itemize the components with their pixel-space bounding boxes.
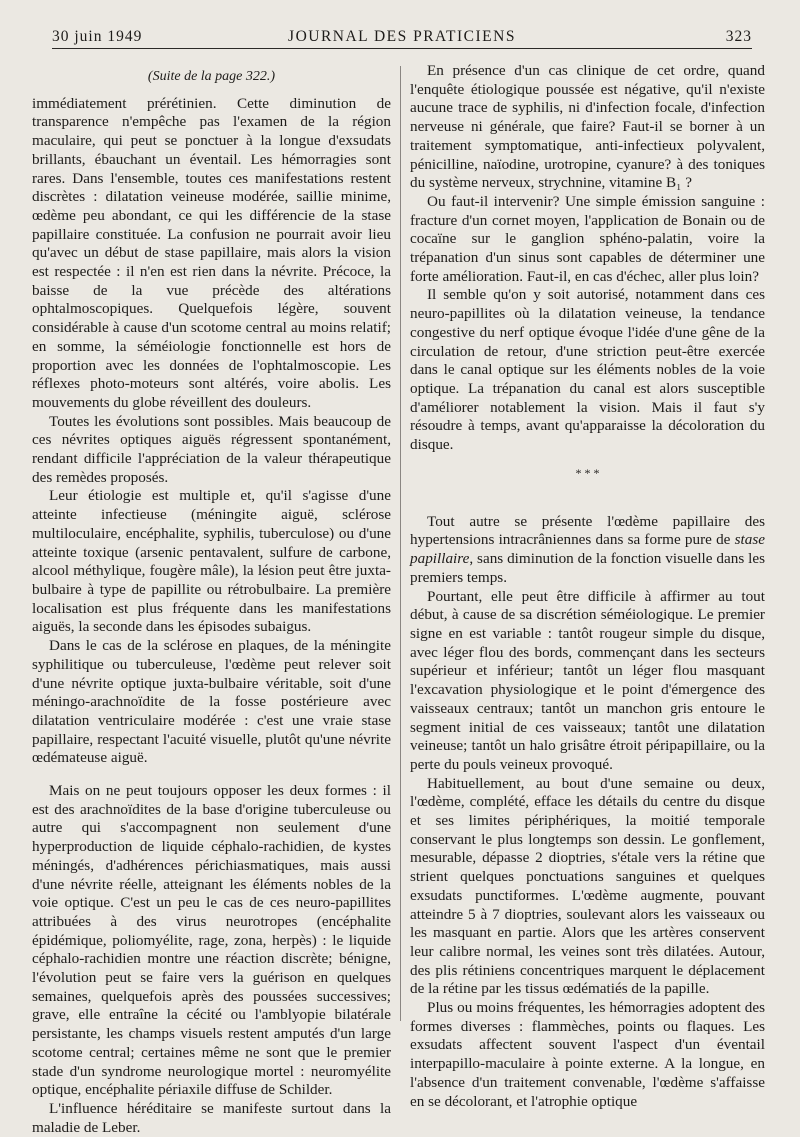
section-separator-asterisks: * * *	[575, 465, 600, 480]
paragraph	[410, 513, 765, 588]
header-page-number: 323	[725, 28, 752, 45]
paragraph: En présence d'un cas clinique de cet ordre, quand l'enquête étiologique poussée est négative, qu'il n'existe aucune trace de syphilis, ni d'infection focale, d'infection nerveuse ni générale, que faire? Faut-il se borner à un traitement symptomatique, anti-infectieux polyvalent, pénicilline, naïodine, urotropine, cyanure? à des toniques du système nerveux, strychnine, vitamine B₁ ?	[410, 62, 765, 192]
paragraph: immédiatement prérétinien. Cette diminution de transparence n'empêche pas l'examen de la région maculaire, qui peut se ponctuer à la longue d'exsudats brillants, ébauchant un éventail. Les hémorragies sont rares. Dans l'ensemble, toutes ces manifestations restent discrètes : dilatation veineuse modérée, saillie minime, œdème peu abondant, ce qui les différencie de la stase papillaire constituée. La confusion ne pourrait avoir lieu qu'avec un début de stase papillaire, mais alors la vision est respectée : il n'en est rien dans la névrite. Précoce, la baisse de la vue précède des altérations ophtalmoscopiques. Quelquefois légère, souvent considérable à cause d'un scotome central au moins relatif; en somme, la séméiologie fonctionnelle est hors de proportion avec les données de l'ophtalmoscopie. Les réflexes photo-moteurs sont altérés, voire abolis. Les mouvements du globe réveillent des douleurs.	[32, 94, 391, 411]
header-date: 30 juin 1949	[52, 28, 143, 45]
header-journal-title: JOURNAL DES PRATICIENS	[288, 28, 516, 45]
column-divider	[400, 66, 401, 1021]
paragraph: Leur étiologie est multiple et, qu'il s'agisse d'une atteinte infectieuse (méningite aiguë, sclérose multiloculaire, encéphalite, syphilis, tuberculose) ou d'une atteinte toxique (arsenic pentavalent, sulfure de carbone, alcool méthylique, fougère mâle), la lésion peut être juxta-bulbaire à type de papillite ou rétrobulbaire. La première localisation est plus fréquente dans les manifestations aiguës, la seconde dans les épisodes subaigus.	[32, 487, 391, 636]
paragraph: Toutes les évolutions sont possibles. Mais beaucoup de ces névrites optiques aiguës régressent spontanément, rendant difficile l'appréciation de la valeur thérapeutique des remèdes proposés.	[32, 412, 391, 486]
paragraph: Dans le cas de la sclérose en plaques, de la méningite syphilitique ou tuberculeuse, l'œdème peut relever soit d'une névrite optique juxta-bulbaire véritable, soit d'une méningo-arachnoïdite de la fosse postérieure avec dilatation ventriculaire modérée : c'est une vraie stase papillaire, respectant l'acuité visuelle, plutôt qu'une névrite œdémateuse aiguë.	[32, 637, 391, 767]
continuation-note: (Suite de la page 322.)	[147, 69, 276, 84]
right-column	[410, 62, 765, 1111]
paragraph: Mais on ne peut toujours opposer les deux formes : il est des arachnoïdites de la base d'origine tuberculeuse ou autre qui s'accompagnent non seulement d'une hyperproduction de liquide céphalo-rachidien, de kystes méningés, d'adhérences périchiasmatiques, mais aussi d'une névrite réelle, atteignant les éléments nobles de la voie optique. C'est un peu le cas de ces neuro-papillites attribuées à des virus neurotropes (encéphalite épidémique, poliomyélite, rage, zona, herpès) : le liquide céphalo-rachidien montre une réaction discrète; bénigne, l'évolution peut se faire vers la guérison en quelques semaines, quelquefois après des poussées successives; grave, elle entraîne la cécité ou l'amblyopie bilatérale persistante, les champs visuels restent amputés d'un large scotome central; certaines même ne sont que le premier stade d'un syndrome neurologique mortel : neuromyélite optique, encéphalite périaxile diffuse de Schilder.	[32, 782, 391, 1099]
paragraph: Pourtant, elle peut être difficile à affirmer au tout début, à cause de sa discrétion séméiologique. Le premier signe en est variable : tantôt rougeur simple du disque, avec léger flou des bords, commençant dans les secteurs supérieur et inférieur; tantôt un léger flou masquant l'excavation physiologique et le point d'émergence des vaisseaux centraux; tantôt un manchon gris entoure le segment initial de ces vaisseaux; tantôt une dilatation veineuse; tantôt un halo grisâtre étroit péripapillaire, ou la perte du pouls veineux provoqué.	[410, 587, 765, 773]
paragraph: Plus ou moins fréquentes, les hémorragies adoptent des formes diverses : flammèches, points ou flaques. Les exsudats affectent souvent l'aspect d'un éventail interpapillo-maculaire à pointe externe. A la longue, en l'absence d'un traitement convenable, l'œdème s'affaisse en se décolorant, et l'atrophie optique	[410, 999, 765, 1110]
paragraph: Ou faut-il intervenir? Une simple émission sanguine : fracture d'un cornet moyen, l'application de Bonain ou de cocaïne sur le ganglion sphéno-palatin, voire la trépanation d'un sinus sont capables de déterminer une forte amélioration. Faut-il, en cas d'échec, aller plus loin?	[410, 192, 765, 285]
emphasis-term: stase papillaire	[410, 531, 765, 568]
text-run: , sans diminution de la fonction visuelle dans les premiers temps.	[410, 550, 765, 586]
paragraph: Habituellement, au bout d'une semaine ou deux, l'œdème, complété, efface les détails du centre du disque et ses limites périphériques, la moitié temporale conservant le plus longtemps son dessin. Le gonflement, mesurable, dépasse 2 dioptries, s'étale vers la rétine que strient quelques ponctuations sanguines et quelques exsudats punctiformes. L'œdème augmente, pouvant atteindre 5 à 7 dioptries, soulevant alors les vaisseaux ou les masquant en partie. Alors que les artères conservent leur calibre normal, les veines sont très dilatées. Autour, des plis rétiniens concentriques marquent le déplacement de la rétine par les tissus œdématiés de la papille.	[410, 774, 765, 998]
text-run: Tout autre se présente l'œdème papillaire des hypertensions intracrâniennes dans sa forme pure de	[410, 512, 765, 549]
left-column	[32, 62, 391, 1137]
paragraph: L'influence héréditaire se manifeste surtout dans la maladie de Leber.	[32, 1099, 391, 1136]
running-header	[52, 26, 752, 49]
paragraph: Il semble qu'on y soit autorisé, notamment dans ces neuro-papillites où la dilatation veineuse, la tendance congestive du nerf optique évoque l'idée d'une gêne de la circulation de retour, d'une striction peut-être exercée dans le canal optique sur les éléments nobles de la voie optique. La trépanation du canal est alors susceptible d'améliorer notablement la vision. Mais il faut s'y résoudre à temps, avant qu'apparaisse la décoloration du disque.	[410, 286, 765, 454]
